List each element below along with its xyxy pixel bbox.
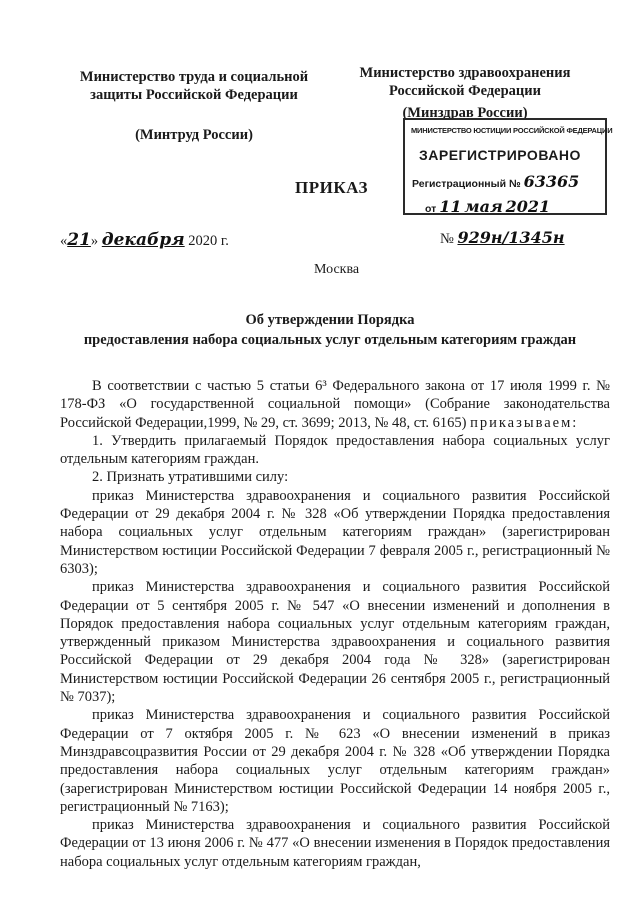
left-ministry-abbr: (Минтруд России) (135, 127, 253, 143)
body-paragraph-6: приказ Министерства здравоохранения и социального развития Российской Федерации от 7 октября 2005 г. № 623 «О внесении изменений в приказ Минздравсоцразвития России от 29 декабря 2004 г. № 328 «Об утверждении Порядка предоставления набора социальных услуг отдельным категориям граждан» (зарегистрирован Министерством юстиции Российской Федерации 14 ноября 2005 г., регистрационный № 7163); (60, 707, 610, 815)
body-paragraph-4: приказ Министерства здравоохранения и социального развития Российской Федерации от 29 декабря 2004 г. № 328 «Об утверждении Порядка предоставления набора социальных услуг отдельным категориям граждан» (зарегистрирован Министерством юстиции Российской Федерации 7 февраля 2005 г., регистрационный № 6303); (60, 487, 610, 577)
right-ministry-block (340, 64, 590, 122)
stamp-ministry-line: МИНИСТЕРСТВО ЮСТИЦИИ РОССИЙСКОЙ ФЕДЕРАЦИИ (411, 126, 613, 135)
order-subject (60, 310, 600, 350)
order-number-value: 929н/1345н (457, 228, 565, 247)
right-ministry-line1: Министерство здравоохранения (359, 65, 571, 81)
stamp-reg-label: Регистрационный № (412, 178, 521, 190)
stamp-registered-text: ЗАРЕГИСТРИРОВАНО (419, 147, 581, 163)
order-body (60, 377, 610, 871)
order-number-label: № (440, 231, 454, 247)
stamp-date-row (425, 197, 605, 216)
order-date-mid: » (90, 233, 99, 249)
stamp-date-month: мая (464, 197, 503, 216)
left-ministry-block (60, 68, 328, 144)
order-date-month: декабря (101, 230, 185, 250)
stamp-date-prefix: от (425, 203, 437, 215)
body-paragraph-7: приказ Министерства здравоохранения и социального развития Российской Федерации от 13 июня 2006 г. № 477 «О внесении изменения в Порядок предоставления набора социальных услуг отдельным категориям граждан, (60, 817, 610, 870)
body-p1-order-word: приказываем: (470, 414, 579, 431)
left-ministry-line1: Министерство труда и социальной (79, 69, 309, 85)
stamp-reg-number: 63365 (523, 172, 580, 191)
left-ministry-line2: защиты Российской Федерации (90, 87, 298, 103)
body-paragraph-5: приказ Министерства здравоохранения и социального развития Российской Федерации от 5 сентября 2005 г. № 547 «О внесении изменений и дополнения в Порядок предоставления набора социальных услуг отдельным категориям граждан, утвержденный приказом Министерства здравоохранения и социального развития Российской Федерации от 29 декабря 2004 года № 328» (зарегистрирован Министерством юстиции Российской Федерации 26 сентября 2005 г., регистрационный № 7037); (60, 579, 610, 706)
order-date-open: « (60, 233, 68, 249)
order-number (440, 228, 565, 248)
order-date (60, 230, 229, 250)
subject-line2: предоставления набора социальных услуг отдельным категориям граждан (83, 332, 577, 348)
order-title: ПРИКАЗ (295, 178, 368, 197)
stamp-reg-number-row (412, 172, 605, 191)
right-ministry-line2: Российской Федерации (388, 83, 541, 99)
body-paragraph-1 (60, 377, 610, 432)
right-ministry-abbr: (Минздрав России) (402, 105, 528, 121)
order-city: Москва (314, 262, 360, 277)
registration-stamp (403, 118, 613, 216)
subject-line1: Об утверждении Порядка (245, 312, 415, 328)
order-date-day: 21 (67, 230, 91, 250)
body-paragraph-2: 1. Утвердить прилагаемый Порядок предоставления набора социальных услуг отдельным категориям граждан. (60, 432, 610, 468)
body-p1-text: В соответствии с частью 5 статьи 6³ Федерального закона от 17 июля 1999 г. № 178-ФЗ «О государственной социальной помощи» (Собрание законодательства Российской Федерации,1999, № 29, ст. 3699; 2013, № 48, ст. 6165) (60, 378, 610, 431)
body-paragraph-3: 2. Признать утратившими силу: (92, 469, 289, 486)
stamp-date-year: 2021 (505, 197, 551, 216)
order-date-year: 2020 г. (188, 233, 229, 249)
stamp-date-day: 11 (439, 197, 462, 216)
